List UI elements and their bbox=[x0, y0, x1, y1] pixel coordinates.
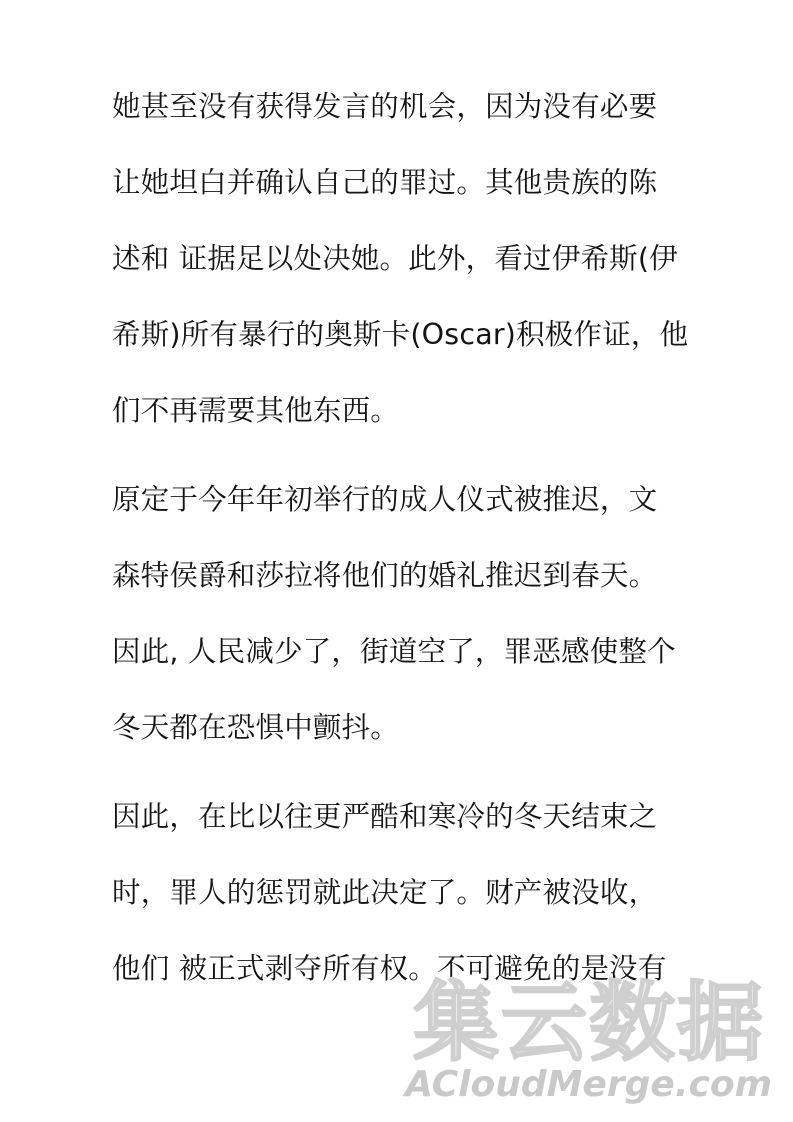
text-line: 述和 证据足以处决她。此外，看过伊希斯(伊 bbox=[112, 242, 678, 275]
text-line: 冬天都在恐惧中颤抖。 bbox=[112, 711, 400, 744]
text-line: 她甚至没有获得发言的机会，因为没有必要 bbox=[112, 90, 658, 123]
watermark-chinese: 集云数据 bbox=[413, 973, 765, 1073]
text-line: 时，罪人的惩罚就此决定了。财产被没收， bbox=[112, 876, 658, 909]
text-line: 希斯)所有暴行的奥斯卡(Oscar)积极作证，他 bbox=[112, 318, 689, 351]
watermark bbox=[405, 975, 785, 1115]
text-line: 因此, 人民减少了，街道空了，罪恶感使整个 bbox=[112, 635, 676, 668]
text-line: 们不再需要其他东西。 bbox=[112, 394, 400, 427]
text-line: 森特侯爵和莎拉将他们的婚礼推迟到春天。 bbox=[112, 559, 658, 592]
watermark-english: ACloudMerge.com bbox=[405, 1064, 773, 1105]
text-line: 原定于今年年初举行的成人仪式被推迟，文 bbox=[112, 483, 658, 516]
text-line: 他们 被正式剥夺所有权。不可避免的是没有 bbox=[112, 952, 667, 985]
text-line: 因此，在比以往更严酷和寒冷的冬天结束之 bbox=[112, 800, 658, 833]
text-line: 让她坦白并确认自己的罪过。其他贵族的陈 bbox=[112, 166, 658, 199]
